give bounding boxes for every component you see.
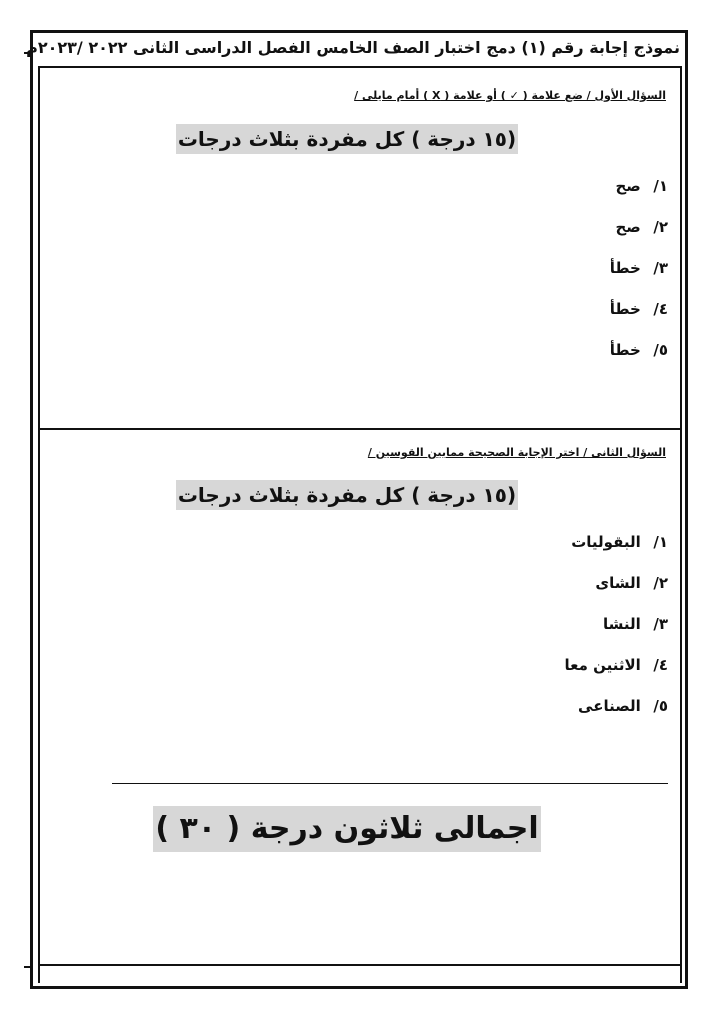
answer-text: البقوليات xyxy=(571,533,641,551)
list-item xyxy=(610,338,668,379)
answer-text: خطأ xyxy=(609,300,641,318)
list-item xyxy=(610,174,668,215)
question2-answers xyxy=(564,530,668,735)
answer-text: صح xyxy=(615,177,641,195)
question1-score-bar: (١٥ درجة ) كل مفردة بثلاث درجات xyxy=(176,124,518,154)
list-item xyxy=(564,571,668,612)
answer-text: الاثنين معا xyxy=(564,656,641,674)
exam-title: نموذج إجابة رقم (١) دمج اختبار الصف الخامس الفصل الدراسى الثانى ٢٠٢٢ /٢٠٢٣م xyxy=(26,38,680,57)
list-item xyxy=(564,530,668,571)
footer-divider xyxy=(38,964,682,966)
question2-score-bar: (١٥ درجة ) كل مفردة بثلاث درجات xyxy=(176,480,518,510)
answer-text: خطأ xyxy=(609,259,641,277)
answer-number: ٢/ xyxy=(653,218,668,236)
list-item xyxy=(564,653,668,694)
answer-text: الصناعى xyxy=(578,697,641,715)
answer-text: الشاى xyxy=(595,574,641,592)
list-item xyxy=(564,694,668,735)
answer-number: ٥/ xyxy=(653,341,668,359)
question1-instruction: السؤال الأول / ضع علامة ( ✓ ) أو علامة ( X ) أمام مايلى / xyxy=(354,89,666,102)
margin-mark xyxy=(24,966,30,968)
answer-number: ٢/ xyxy=(653,574,668,592)
list-item xyxy=(610,297,668,338)
section-divider xyxy=(38,428,682,430)
list-item xyxy=(564,612,668,653)
answer-text: صح xyxy=(615,218,641,236)
answer-text: النشا xyxy=(602,615,641,633)
answer-text: خطأ xyxy=(609,341,641,359)
list-item xyxy=(610,215,668,256)
total-score-bar: اجمالى ثلاثون درجة ( ٣٠ ) xyxy=(153,806,541,852)
total-divider xyxy=(112,783,668,784)
answer-number: ٣/ xyxy=(653,615,668,633)
list-item xyxy=(610,256,668,297)
question2-instruction: السؤال الثانى / اختر الإجابة الصحيحة ممابين القوسين / xyxy=(367,446,666,459)
answer-number: ٣/ xyxy=(653,259,668,277)
answer-number: ٥/ xyxy=(653,697,668,715)
answer-number: ١/ xyxy=(653,177,668,195)
header-divider xyxy=(38,66,682,68)
question1-answers xyxy=(610,174,668,379)
answer-number: ٤/ xyxy=(653,656,668,674)
answer-number: ١/ xyxy=(653,533,668,551)
answer-number: ٤/ xyxy=(653,300,668,318)
